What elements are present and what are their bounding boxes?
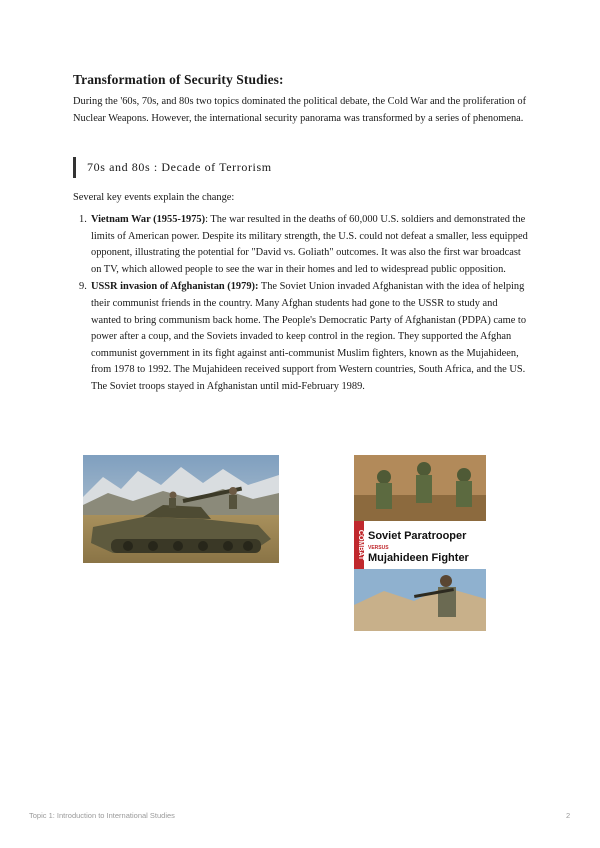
footer-page-number: 2 <box>566 811 571 820</box>
list-item <box>73 212 528 278</box>
book-cover-art <box>354 455 486 631</box>
footer-topic: Topic 1: Introduction to International Studies <box>29 811 175 820</box>
list-item-body: The Soviet Union invaded Afghanistan with the idea of helping their communist friends in the country. Many Afghan students had gone to the USSR to study and wanted to bring communism back home. The People's Democratic Party of Afghanistan (PDPA) came to power after a coup, and the Soviets invaded to keep control in the region. They supported the Afghan communist government in its fight against anti-communist Muslim fighters, known as the Mujahideen, from 1978 to 1992. The Mujahideen received support from Western countries, South Africa, and the US. The Soviet troops stayed in Afghanistan until mid-February 1989. <box>91 281 527 392</box>
section-title: Transformation of Security Studies: <box>73 72 284 87</box>
cover-series: COMBAT <box>357 529 364 561</box>
tank-illustration <box>83 455 279 563</box>
list-item-number: 1. <box>79 214 87 225</box>
list-item-body: : The war resulted in the deaths of 60,000 U.S. soldiers and demonstrated the limits of American power. Despite its military strength, the U.S. could not defeat a smaller, less equipped opponent, illustrating the potential for "David vs. Goliath" outcomes. It was also the first war broadcast on TV, which allowed people to see the war in their homes and led to widespread public opposition. <box>91 214 528 275</box>
subheading: 70s and 80s : Decade of Terrorism <box>73 157 272 178</box>
intro-paragraph: During the '60s, 70s, and 80s two topics dominated the political debate, the Cold War and the proliferation of Nuclear Weapons. However, the international security panorama was transformed by a series of phenomena. <box>73 96 527 124</box>
list-item-term: USSR invasion of Afghanistan (1979): <box>91 281 259 293</box>
events-list <box>73 212 528 397</box>
cover-title-2: Mujahideen Fighter <box>368 552 469 564</box>
tank-photo <box>83 455 279 563</box>
lead-sentence: Several key events explain the change: <box>73 192 235 203</box>
list-item-number: 9. <box>79 281 87 293</box>
book-cover <box>354 455 486 631</box>
cover-versus: VERSUS <box>368 545 389 551</box>
list-item <box>73 279 528 395</box>
list-item-term: Vietnam War (1955-1975) <box>91 214 206 225</box>
cover-title-1: Soviet Paratrooper <box>368 530 467 542</box>
